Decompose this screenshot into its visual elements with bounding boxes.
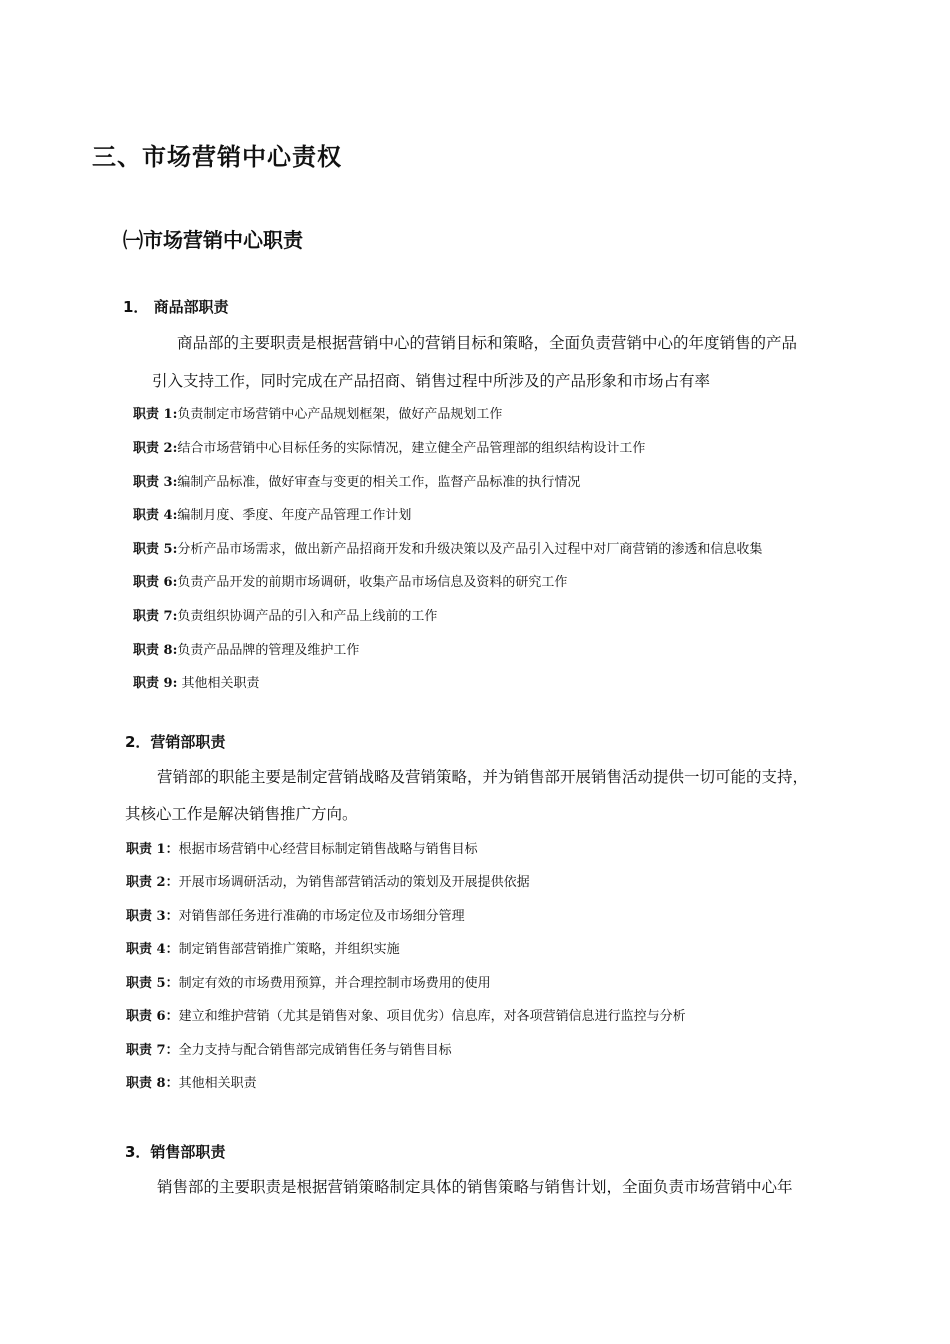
- duty-label: 职责 8：: [126, 1076, 179, 1091]
- duty-text: 建立和维护营销（尤其是销售对象、项目优劣）信息库，对各项营销信息进行监控与分析: [178, 1009, 686, 1024]
- duty-text: 其他相关职责: [178, 1076, 257, 1091]
- s1-duty-1: [133, 403, 502, 422]
- duty-text: 制定有效的市场费用预算，并合理控制市场费用的使用: [178, 976, 491, 991]
- s3-intro-line1: 销售部的主要职责是根据营销策略制定具体的销售策略与销售计划，全面负责市场营销中心年: [157, 1178, 793, 1196]
- s2-duty-7: [126, 1039, 452, 1058]
- s1-heading: 1． 商品部职责: [123, 298, 229, 316]
- duty-label: 职责 4：: [126, 942, 179, 957]
- duty-label: 职责 1：: [126, 842, 179, 857]
- s1-duty-9: [133, 672, 260, 691]
- duty-label: 职责 2：: [126, 875, 179, 890]
- duty-text: 根据市场营销中心经营目标制定销售战略与销售目标: [178, 842, 478, 857]
- duty-text: 其他相关职责: [177, 676, 260, 691]
- s1-duty-5: [133, 538, 762, 557]
- s2-duty-6: [126, 1005, 686, 1024]
- duty-text: 制定销售部营销推广策略，并组织实施: [178, 942, 400, 957]
- duty-label: 职责 3：: [126, 909, 179, 924]
- duty-text: 结合市场营销中心目标任务的实际情况，建立健全产品管理部的组织结构设计工作: [177, 441, 646, 456]
- duty-text: 负责产品开发的前期市场调研，收集产品市场信息及资料的研究工作: [177, 575, 568, 590]
- s2-intro-line1: 营销部的职能主要是制定营销战略及营销策略，并为销售部开展销售活动提供一切可能的支持，: [157, 768, 809, 786]
- duty-text: 开展市场调研活动，为销售部营销活动的策划及开展提供依据: [178, 875, 530, 890]
- s2-duty-5: [126, 972, 491, 991]
- s1-duty-7: [133, 605, 437, 624]
- subsection-title: ㈠市场营销中心职责: [123, 228, 303, 252]
- duty-label: 职责 2:: [133, 441, 178, 456]
- duty-text: 编制月度、季度、年度产品管理工作计划: [177, 508, 412, 523]
- duty-label: 职责 5：: [126, 976, 179, 991]
- section-title: 三、市场营销中心责权: [92, 143, 342, 171]
- duty-label: 职责 7：: [126, 1043, 179, 1058]
- duty-label: 职责 8:: [133, 643, 178, 658]
- duty-text: 负责产品品牌的管理及维护工作: [177, 643, 360, 658]
- s2-duty-2: [126, 871, 530, 890]
- duty-label: 职责 5:: [133, 542, 178, 557]
- duty-text: 对销售部任务进行准确的市场定位及市场细分管理: [178, 909, 465, 924]
- duty-label: 职责 9:: [133, 676, 178, 691]
- s1-duty-6: [133, 571, 567, 590]
- duty-label: 职责 7:: [133, 609, 178, 624]
- s1-duty-8: [133, 639, 359, 658]
- s2-duty-4: [126, 938, 400, 957]
- duty-text: 分析产品市场需求，做出新产品招商开发和升级决策以及产品引入过程中对厂商营销的渗透和信息收集: [177, 542, 763, 557]
- duty-text: 全力支持与配合销售部完成销售任务与销售目标: [178, 1043, 452, 1058]
- duty-label: 职责 6：: [126, 1009, 179, 1024]
- duty-label: 职责 1:: [133, 407, 178, 422]
- s2-heading: 2．营销部职责: [125, 733, 226, 751]
- duty-text: 负责组织协调产品的引入和产品上线前的工作: [177, 609, 438, 624]
- duty-label: 职责 6:: [133, 575, 178, 590]
- duty-label: 职责 4:: [133, 508, 178, 523]
- s2-duty-3: [126, 905, 465, 924]
- s1-duty-2: [133, 437, 645, 456]
- s1-intro-line1: 商品部的主要职责是根据营销中心的营销目标和策略，全面负责营销中心的年度销售的产品: [177, 334, 798, 352]
- s1-duty-4: [133, 504, 411, 523]
- s2-duty-8: [126, 1072, 257, 1091]
- s2-intro-line2: 其核心工作是解决销售推广方向。: [125, 805, 358, 823]
- duty-text: 编制产品标准，做好审查与变更的相关工作，监督产品标准的执行情况: [177, 475, 581, 490]
- s2-duty-1: [126, 838, 478, 857]
- s3-heading: 3．销售部职责: [125, 1143, 226, 1161]
- s1-intro-line2: 引入支持工作，同时完成在产品招商、销售过程中所涉及的产品形象和市场占有率: [152, 372, 711, 390]
- duty-text: 负责制定市场营销中心产品规划框架，做好产品规划工作: [177, 407, 503, 422]
- duty-label: 职责 3:: [133, 475, 178, 490]
- s1-duty-3: [133, 471, 580, 490]
